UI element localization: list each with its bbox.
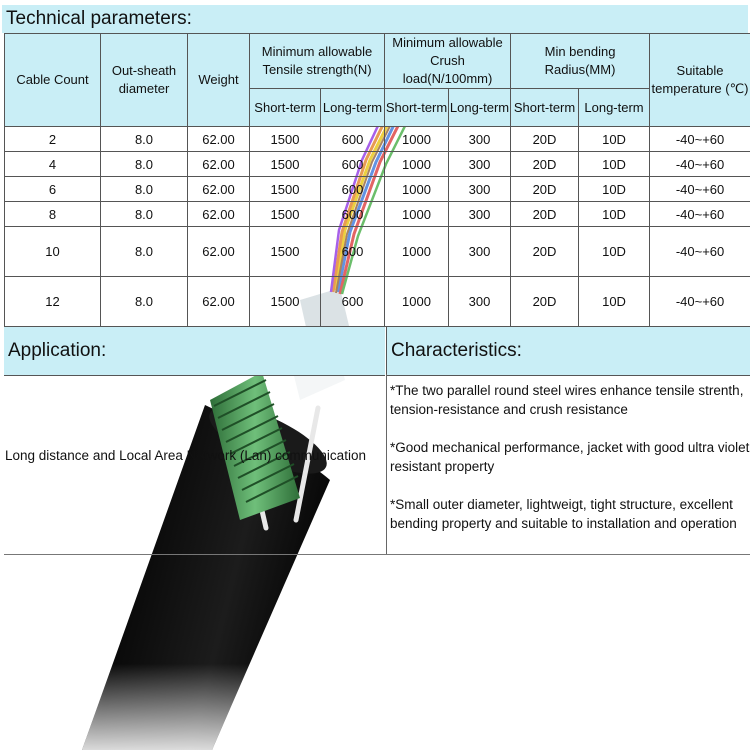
bottom-rule bbox=[4, 554, 750, 555]
cell-crush-long-term: 300 bbox=[449, 177, 511, 202]
cell-tensile-short-term: 1500 bbox=[250, 227, 321, 277]
cell-crush-short-term: 1000 bbox=[385, 152, 449, 177]
characteristics-list bbox=[390, 382, 750, 553]
cell-weight: 62.00 bbox=[188, 227, 250, 277]
header-bending-long-term: Long-term bbox=[579, 89, 650, 127]
cell-tensile-short-term: 1500 bbox=[250, 202, 321, 227]
table-row bbox=[5, 202, 750, 227]
application-text: Long distance and Local Area Network (Lan) communication bbox=[5, 448, 366, 463]
cell-out-sheath-diameter: 8.0 bbox=[101, 152, 188, 177]
cell-bending-long-term: 10D bbox=[579, 152, 650, 177]
cell-weight: 62.00 bbox=[188, 127, 250, 152]
header-temperature: Suitable temperature (℃) bbox=[650, 34, 750, 127]
cell-temperature: -40~+60 bbox=[650, 227, 750, 277]
cell-crush-long-term: 300 bbox=[449, 152, 511, 177]
cell-tensile-short-term: 1500 bbox=[250, 152, 321, 177]
cell-cable-count: 6 bbox=[5, 177, 101, 202]
cell-temperature: -40~+60 bbox=[650, 152, 750, 177]
cell-bending-long-term: 10D bbox=[579, 227, 650, 277]
application-heading: Application: bbox=[8, 340, 107, 361]
table-row bbox=[5, 127, 750, 152]
cell-tensile-short-term: 1500 bbox=[250, 127, 321, 152]
cell-temperature: -40~+60 bbox=[650, 277, 750, 327]
cell-weight: 62.00 bbox=[188, 202, 250, 227]
section-divider bbox=[386, 374, 387, 555]
cell-tensile-long-term: 600 bbox=[321, 177, 385, 202]
cell-cable-count: 8 bbox=[5, 202, 101, 227]
table-row bbox=[5, 227, 750, 277]
cell-crush-long-term: 300 bbox=[449, 277, 511, 327]
cell-bending-short-term: 20D bbox=[511, 227, 579, 277]
cell-out-sheath-diameter: 8.0 bbox=[101, 177, 188, 202]
header-tensile-long-term: Long-term bbox=[321, 89, 385, 127]
cell-bending-short-term: 20D bbox=[511, 152, 579, 177]
cell-bending-short-term: 20D bbox=[511, 202, 579, 227]
cell-temperature: -40~+60 bbox=[650, 177, 750, 202]
characteristics-heading: Characteristics: bbox=[391, 340, 522, 361]
cell-crush-long-term: 300 bbox=[449, 227, 511, 277]
header-out-sheath-diameter: Out-sheath diameter bbox=[101, 34, 188, 127]
cell-bending-long-term: 10D bbox=[579, 277, 650, 327]
header-crush-short-term: Short-term bbox=[385, 89, 449, 127]
cell-crush-short-term: 1000 bbox=[385, 127, 449, 152]
cell-weight: 62.00 bbox=[188, 177, 250, 202]
page-title: Technical parameters: bbox=[6, 8, 192, 29]
cell-out-sheath-diameter: 8.0 bbox=[101, 202, 188, 227]
cell-tensile-long-term: 600 bbox=[321, 227, 385, 277]
cell-bending-short-term: 20D bbox=[511, 177, 579, 202]
cell-out-sheath-diameter: 8.0 bbox=[101, 127, 188, 152]
cell-cable-count: 4 bbox=[5, 152, 101, 177]
cell-out-sheath-diameter: 8.0 bbox=[101, 227, 188, 277]
characteristics-heading-bar bbox=[386, 326, 750, 376]
cell-out-sheath-diameter: 8.0 bbox=[101, 277, 188, 327]
header-bending-radius: Min bending Radius(MM) bbox=[511, 34, 650, 89]
table-row bbox=[5, 177, 750, 202]
cell-temperature: -40~+60 bbox=[650, 127, 750, 152]
cell-bending-long-term: 10D bbox=[579, 202, 650, 227]
technical-parameters-titlebar bbox=[2, 5, 748, 33]
cell-bending-short-term: 20D bbox=[511, 277, 579, 327]
header-crush-long-term: Long-term bbox=[449, 89, 511, 127]
cell-tensile-long-term: 600 bbox=[321, 127, 385, 152]
characteristic-item: *Small outer diameter, lightweigt, tight structure, excellent bending property and suitable to installation and operation bbox=[390, 497, 737, 531]
cell-tensile-short-term: 1500 bbox=[250, 277, 321, 327]
cell-crush-short-term: 1000 bbox=[385, 227, 449, 277]
cell-tensile-long-term: 600 bbox=[321, 202, 385, 227]
header-crush-load: Minimum allowable Crush load(N/100mm) bbox=[385, 34, 511, 89]
cell-crush-short-term: 1000 bbox=[385, 277, 449, 327]
cell-weight: 62.00 bbox=[188, 277, 250, 327]
cell-cable-count: 12 bbox=[5, 277, 101, 327]
application-heading-bar bbox=[4, 326, 385, 376]
cell-crush-long-term: 300 bbox=[449, 202, 511, 227]
cell-bending-short-term: 20D bbox=[511, 127, 579, 152]
cell-crush-short-term: 1000 bbox=[385, 202, 449, 227]
header-bending-short-term: Short-term bbox=[511, 89, 579, 127]
header-tensile-strength: Minimum allowable Tensile strength(N) bbox=[250, 34, 385, 89]
characteristic-item: *The two parallel round steel wires enhance tensile strenth, tension-resistance and crush resistance bbox=[390, 383, 744, 417]
header-weight: Weight bbox=[188, 34, 250, 127]
cell-cable-count: 2 bbox=[5, 127, 101, 152]
cell-crush-long-term: 300 bbox=[449, 127, 511, 152]
cell-bending-long-term: 10D bbox=[579, 177, 650, 202]
cell-cable-count: 10 bbox=[5, 227, 101, 277]
cell-tensile-long-term: 600 bbox=[321, 152, 385, 177]
cell-tensile-short-term: 1500 bbox=[250, 177, 321, 202]
table-row bbox=[5, 152, 750, 177]
cell-crush-short-term: 1000 bbox=[385, 177, 449, 202]
table-row bbox=[5, 277, 750, 327]
header-tensile-short-term: Short-term bbox=[250, 89, 321, 127]
cell-bending-long-term: 10D bbox=[579, 127, 650, 152]
header-cable-count: Cable Count bbox=[5, 34, 101, 127]
cell-tensile-long-term: 600 bbox=[321, 277, 385, 327]
characteristic-item: *Good mechanical performance, jacket with good ultra violet resistant property bbox=[390, 440, 750, 474]
cell-temperature: -40~+60 bbox=[650, 202, 750, 227]
technical-parameters-table bbox=[4, 33, 750, 327]
cell-weight: 62.00 bbox=[188, 152, 250, 177]
